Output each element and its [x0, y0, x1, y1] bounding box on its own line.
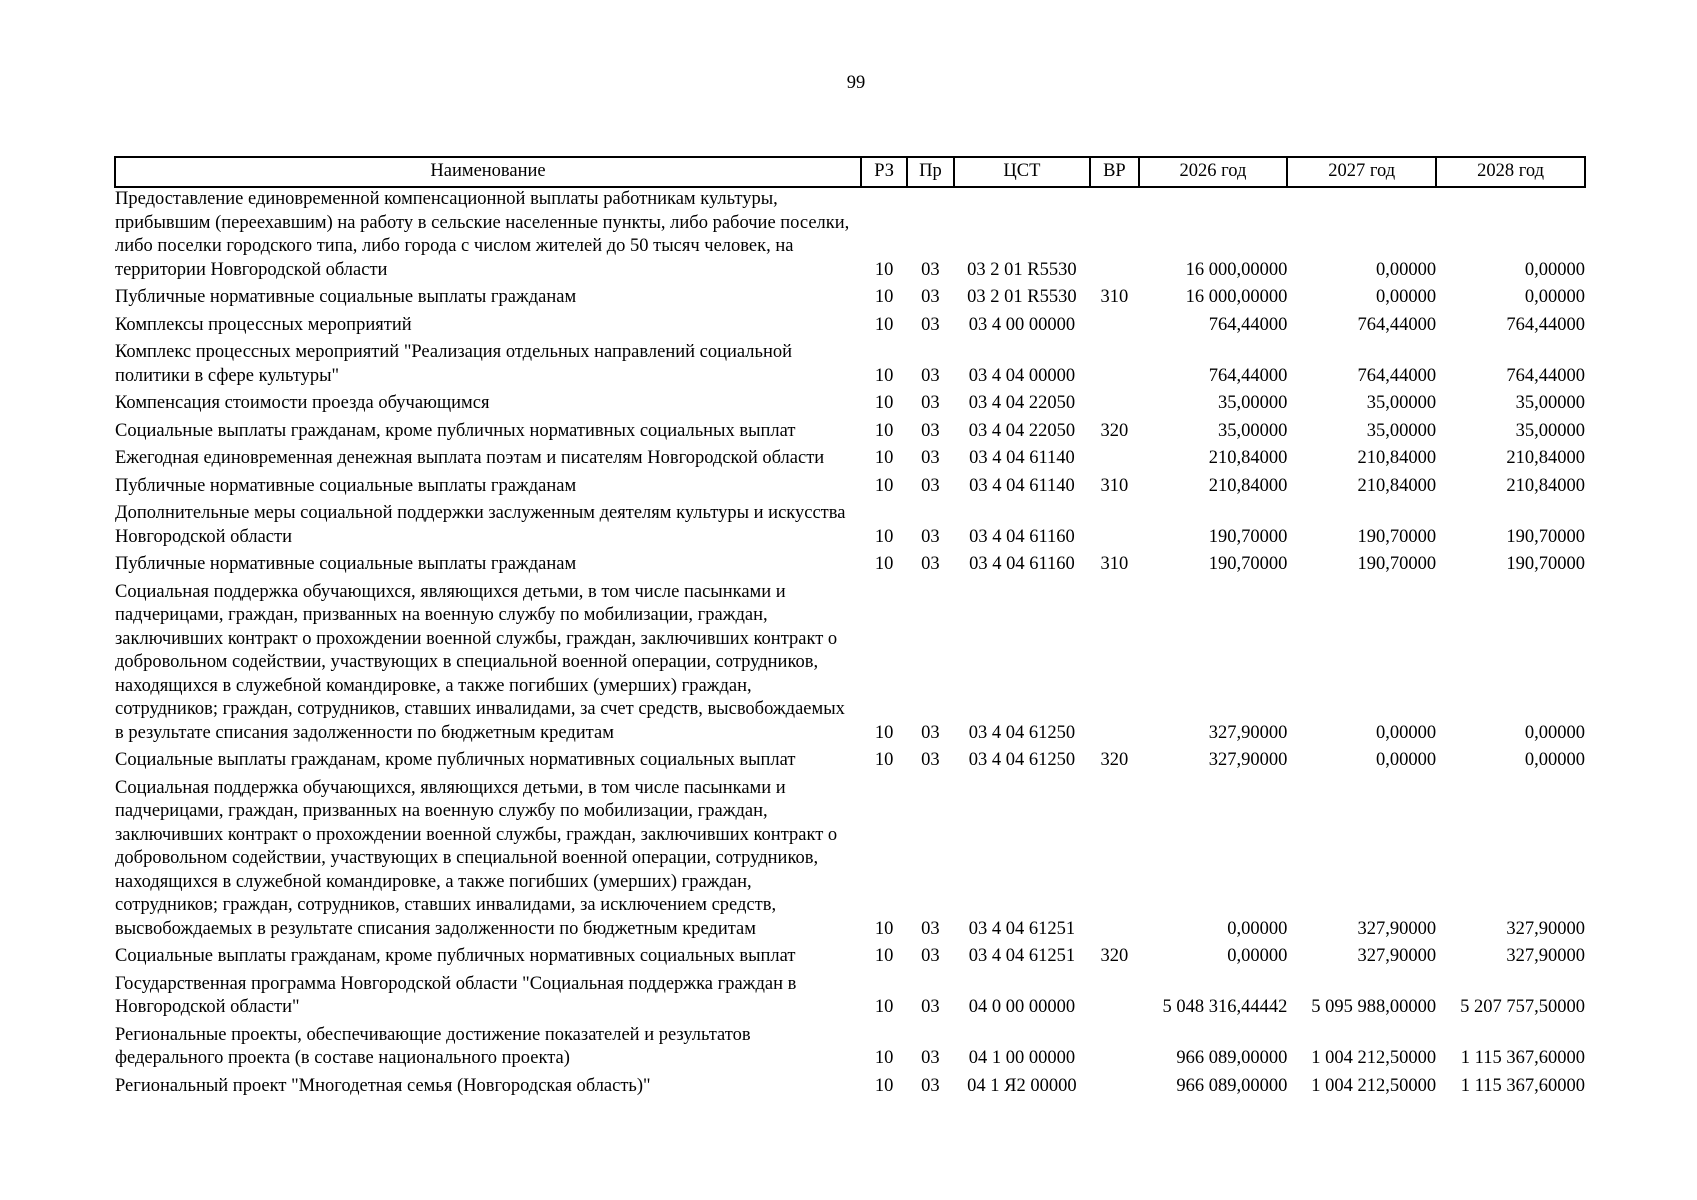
row-pr: 03	[921, 526, 940, 547]
row-rz: 10	[874, 259, 894, 280]
header-name: Наименование	[115, 157, 861, 187]
row-pr: 03	[921, 997, 940, 1017]
row-2026: 190,70000	[1208, 526, 1288, 547]
row-2028: 35,00000	[1515, 393, 1585, 413]
row-name: Социальные выплаты гражданам, кроме публичных нормативных социальных выплат	[115, 946, 796, 966]
row-vr	[1090, 973, 1138, 1024]
row-name: Социальные выплаты гражданам, кроме публичных нормативных социальных выплат	[115, 420, 796, 441]
row-2027: 0,00000	[1376, 287, 1437, 307]
row-2026: 764,44000	[1208, 314, 1288, 335]
row-cst: 03 4 04 22050	[968, 393, 1076, 413]
row-rz: 10	[874, 287, 894, 307]
row-2027: 35,00000	[1366, 393, 1437, 413]
row-pr: 03	[921, 448, 940, 468]
row-name: Социальные выплаты гражданам, кроме публичных нормативных социальных выплат	[115, 750, 796, 770]
row-2026: 5 048 316,44442	[1162, 997, 1288, 1017]
row-rz: 10	[874, 554, 894, 574]
row-rz: 10	[874, 314, 894, 335]
row-pr: 03	[921, 918, 940, 939]
row-2027: 327,90000	[1357, 946, 1437, 966]
row-2028: 210,84000	[1506, 475, 1585, 496]
table-row	[115, 502, 1585, 553]
row-cst: 03 4 04 61251	[968, 946, 1076, 966]
table-row	[115, 420, 1585, 448]
row-2028: 35,00000	[1515, 420, 1585, 441]
row-name: Публичные нормативные социальные выплаты гражданам	[115, 287, 577, 307]
row-2027: 210,84000	[1357, 448, 1437, 468]
row-pr: 03	[921, 722, 940, 743]
row-cst: 04 1 Я2 00000	[967, 1075, 1077, 1096]
row-2026: 210,84000	[1208, 448, 1288, 468]
row-name: Ежегодная единовременная денежная выплата поэтам и писателям Новгородской области	[115, 448, 825, 468]
row-2027: 327,90000	[1357, 918, 1437, 939]
row-name: Региональные проекты, обеспечивающие достижение показателей и результатов федерального проекта (в составе национального проекта)	[115, 1024, 751, 1068]
header-pr: Пр	[907, 157, 953, 187]
header-2027: 2027 год	[1287, 157, 1436, 187]
table-row	[115, 447, 1585, 475]
row-rz: 10	[874, 1075, 894, 1096]
row-cst: 03 4 04 00000	[968, 365, 1076, 386]
row-vr	[1090, 314, 1138, 342]
row-rz: 10	[874, 448, 894, 468]
row-name: Комплексы процессных мероприятий	[115, 314, 412, 335]
row-2028: 1 115 367,60000	[1460, 1048, 1585, 1068]
row-vr	[1090, 1075, 1138, 1103]
row-2028: 210,84000	[1506, 448, 1585, 468]
row-2027: 0,00000	[1376, 259, 1437, 280]
row-pr: 03	[921, 259, 940, 280]
row-rz: 10	[874, 997, 894, 1017]
row-vr: 320	[1100, 946, 1129, 966]
row-name: Компенсация стоимости проезда обучающимся	[115, 393, 490, 413]
row-vr: 320	[1100, 750, 1129, 770]
row-vr: 310	[1100, 554, 1129, 574]
row-rz: 10	[874, 1048, 894, 1068]
row-2027: 1 004 212,50000	[1311, 1075, 1437, 1096]
table-body	[115, 187, 1585, 1102]
row-2027: 190,70000	[1357, 554, 1437, 574]
row-2027: 5 095 988,00000	[1311, 997, 1437, 1017]
header-vr: ВР	[1090, 157, 1138, 187]
row-cst: 03 4 04 61140	[969, 448, 1075, 468]
row-pr: 03	[921, 1075, 940, 1096]
table-row	[115, 314, 1585, 342]
table-row	[115, 475, 1585, 503]
row-vr	[1090, 777, 1138, 946]
row-cst: 03 2 01 R5530	[967, 287, 1077, 307]
row-2027: 764,44000	[1357, 365, 1437, 386]
row-name: Государственная программа Новгородской области "Социальная поддержка граждан в Новгородской области"	[115, 973, 797, 1017]
table-row	[115, 945, 1585, 973]
table-row	[115, 187, 1585, 286]
table-row	[115, 1075, 1585, 1103]
row-vr: 310	[1100, 287, 1129, 307]
row-2028: 764,44000	[1506, 314, 1585, 335]
row-cst: 03 4 04 61140	[969, 475, 1075, 496]
row-2026: 327,90000	[1208, 750, 1288, 770]
row-name: Дополнительные меры социальной поддержки заслуженным деятелям культуры и искусства Новгородской области	[115, 503, 846, 547]
row-2026: 0,00000	[1227, 946, 1288, 966]
row-vr	[1090, 341, 1138, 392]
table-row	[115, 973, 1585, 1024]
row-2026: 327,90000	[1208, 722, 1288, 743]
row-2027: 764,44000	[1357, 314, 1437, 335]
row-rz: 10	[874, 946, 894, 966]
header-2028: 2028 год	[1436, 157, 1585, 187]
table-row	[115, 286, 1585, 314]
row-2028: 0,00000	[1524, 259, 1585, 280]
row-2026: 16 000,00000	[1185, 287, 1288, 307]
row-2027: 35,00000	[1366, 420, 1437, 441]
row-2026: 764,44000	[1208, 365, 1288, 386]
row-2026: 190,70000	[1208, 554, 1288, 574]
row-rz: 10	[874, 750, 894, 770]
row-2028: 1 115 367,60000	[1460, 1075, 1585, 1096]
row-pr: 03	[921, 420, 940, 441]
header-row	[115, 157, 1585, 187]
row-cst: 03 4 04 61251	[968, 918, 1076, 939]
row-name: Публичные нормативные социальные выплаты гражданам	[115, 475, 577, 496]
row-name: Публичные нормативные социальные выплаты гражданам	[115, 554, 577, 574]
row-rz: 10	[874, 526, 894, 547]
budget-table	[114, 156, 1586, 1102]
row-pr: 03	[921, 365, 940, 386]
table-header	[115, 157, 1585, 187]
row-2028: 0,00000	[1524, 287, 1585, 307]
row-2026: 35,00000	[1217, 393, 1288, 413]
row-cst: 03 4 04 61250	[968, 750, 1076, 770]
row-vr	[1090, 392, 1138, 420]
row-2027: 0,00000	[1376, 722, 1437, 743]
row-rz: 10	[874, 722, 894, 743]
row-vr: 320	[1100, 420, 1129, 441]
page-number-text: 99	[846, 73, 866, 93]
row-cst: 03 2 01 R5530	[967, 259, 1077, 280]
row-2028: 764,44000	[1506, 365, 1585, 386]
row-pr: 03	[921, 946, 940, 966]
header-cst: ЦСТ	[954, 157, 1091, 187]
row-pr: 03	[921, 314, 940, 335]
row-name: Комплекс процессных мероприятий "Реализация отдельных направлений социальной политики в сфере культуры"	[115, 342, 793, 386]
row-2028: 327,90000	[1506, 946, 1585, 966]
row-2026: 966 089,00000	[1176, 1048, 1288, 1068]
row-2027: 190,70000	[1357, 526, 1437, 547]
row-pr: 03	[921, 554, 940, 574]
row-2027: 0,00000	[1376, 750, 1437, 770]
row-2027: 1 004 212,50000	[1311, 1048, 1437, 1068]
row-vr: 310	[1100, 475, 1129, 496]
row-2028: 0,00000	[1524, 722, 1585, 743]
row-vr	[1090, 447, 1138, 475]
row-pr: 03	[921, 750, 940, 770]
table-row	[115, 341, 1585, 392]
header-rz: РЗ	[861, 157, 907, 187]
header-2026: 2026 год	[1139, 157, 1288, 187]
table-row	[115, 777, 1585, 946]
row-2028: 0,00000	[1524, 750, 1585, 770]
table-row	[115, 553, 1585, 581]
row-2028: 190,70000	[1506, 554, 1585, 574]
row-pr: 03	[921, 475, 940, 496]
row-cst: 03 4 04 61160	[969, 554, 1075, 574]
row-cst: 03 4 04 61250	[968, 722, 1076, 743]
row-rz: 10	[874, 365, 894, 386]
table-row	[115, 392, 1585, 420]
table-row	[115, 749, 1585, 777]
row-pr: 03	[921, 1048, 940, 1068]
row-pr: 03	[921, 393, 940, 413]
row-cst: 03 4 00 00000	[968, 314, 1076, 335]
row-cst: 03 4 04 61160	[969, 526, 1075, 547]
table-row	[115, 581, 1585, 750]
row-vr	[1090, 1024, 1138, 1075]
row-name: Социальная поддержка обучающихся, являющихся детьми, в том числе пасынками и падчерицами, граждан, призванных на военную службу по мобилизации, граждан, заключивших контракт о прохождении военной службы, граждан, заключивших контракт о добровольном содействии, участвующих в специальной военной операции, сотрудников, находящихся в служебной командировке, а также погибших (умерших) граждан, сотрудников; граждан, сотрудников, ставших инвалидами, за счет средств, высвобождаемых в результате списания задолженности по бюджетным кредитам	[115, 581, 845, 743]
row-cst: 04 1 00 00000	[968, 1048, 1076, 1068]
row-2027: 210,84000	[1357, 475, 1437, 496]
table-row	[115, 1024, 1585, 1075]
row-2026: 0,00000	[1227, 918, 1288, 939]
row-2028: 5 207 757,50000	[1460, 997, 1585, 1017]
row-2026: 35,00000	[1217, 420, 1288, 441]
row-pr: 03	[921, 287, 940, 307]
row-2026: 210,84000	[1208, 475, 1288, 496]
row-cst: 03 4 04 22050	[968, 420, 1076, 441]
row-vr	[1090, 187, 1138, 286]
row-2028: 327,90000	[1506, 918, 1585, 939]
row-name: Региональный проект "Многодетная семья (Новгородская область)"	[115, 1075, 651, 1096]
row-rz: 10	[874, 393, 894, 413]
row-rz: 10	[874, 420, 894, 441]
row-vr	[1090, 581, 1138, 750]
row-name: Социальная поддержка обучающихся, являющихся детьми, в том числе пасынками и падчерицами, граждан, призванных на военную службу по мобилизации, граждан, заключивших контракт о прохождении военной службы, граждан, заключивших контракт о добровольном содействии, участвующих в специальной военной операции, сотрудников, находящихся в служебной командировке, а также погибших (умерших) граждан, сотрудников; граждан, сотрудников, ставших инвалидами, за исключением средств, высвобождаемых в результате списания задолженности по бюджетным кредитам	[115, 777, 838, 939]
row-2028: 190,70000	[1506, 526, 1585, 547]
row-cst: 04 0 00 00000	[968, 997, 1076, 1017]
row-2026: 16 000,00000	[1185, 259, 1288, 280]
row-name: Предоставление единовременной компенсационной выплаты работникам культуры, прибывшим (переехавшим) на работу в сельские населенные пункты, либо рабочие поселки, либо поселки городского типа, либо города с числом жителей до 50 тысяч человек, на территории Новгородской области	[115, 189, 850, 280]
row-rz: 10	[874, 918, 894, 939]
row-vr	[1090, 502, 1138, 553]
row-2026: 966 089,00000	[1176, 1075, 1288, 1096]
page-number	[0, 72, 1697, 96]
row-rz: 10	[874, 475, 894, 496]
